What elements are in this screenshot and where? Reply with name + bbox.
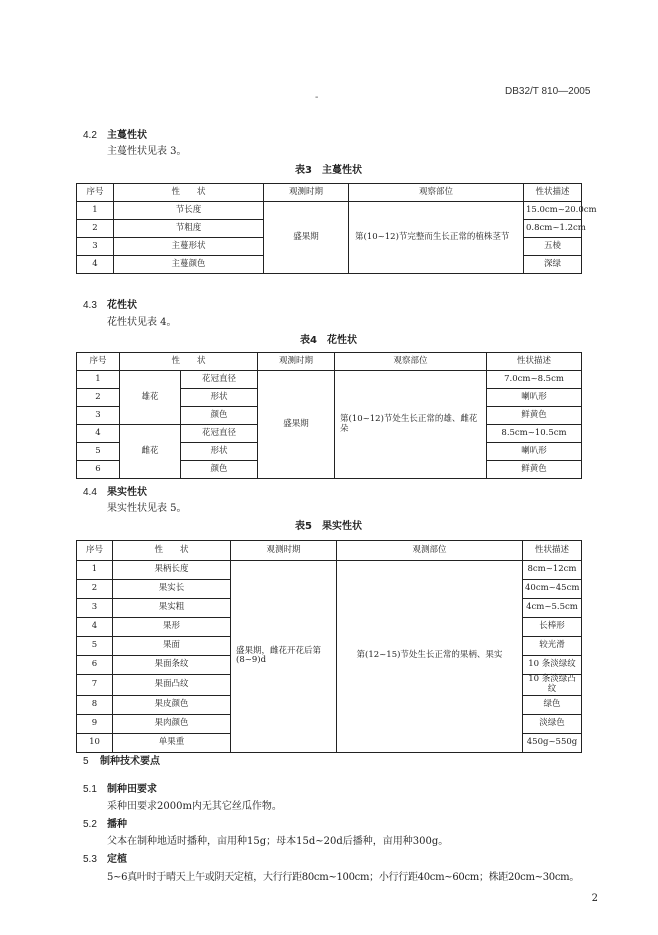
cell-no: 4 — [77, 425, 120, 443]
col-header-location: 观测部位 — [337, 541, 523, 561]
cell-desc: 7.0cm~8.5cm — [487, 371, 582, 389]
cell-trait: 果形 — [113, 618, 231, 637]
cell-no: 4 — [77, 256, 114, 274]
cell-no: 5 — [77, 443, 120, 461]
col-header-period: 观测时期 — [258, 353, 335, 371]
cell-desc: 450g~550g — [523, 733, 582, 752]
section-5-heading — [83, 752, 160, 767]
cell-desc: 40cm~45cm — [523, 580, 582, 599]
cell-desc: 4cm~5.5cm — [523, 599, 582, 618]
cell-desc: 鲜黄色 — [487, 407, 582, 425]
col-header-no: 序号 — [77, 353, 120, 371]
cell-trait: 形状 — [181, 389, 258, 407]
cell-desc: 15.0cm~20.0cm — [524, 202, 582, 220]
cell-no: 1 — [77, 371, 120, 389]
table-4 — [76, 352, 582, 479]
table-5-caption: 表5 果实性状 — [295, 521, 362, 532]
section-number: 5.3 — [83, 854, 97, 865]
col-header-desc: 性状描述 — [524, 184, 582, 202]
section-5-3-heading — [83, 850, 127, 865]
section-4-2-heading — [83, 126, 147, 141]
cell-desc: 喇叭形 — [487, 389, 582, 407]
section-title: 花性状 — [107, 300, 137, 311]
section-5-2-body: 父本在制种地适时播种，亩用种15g；母本15d~20d后播种，亩用种300g。 — [107, 836, 449, 847]
cell-trait: 颜色 — [181, 461, 258, 479]
cell-no: 1 — [77, 202, 114, 220]
section-title: 定植 — [107, 854, 127, 865]
table-3-caption: 表3 主蔓性状 — [295, 165, 362, 176]
cell-no: 2 — [77, 389, 120, 407]
cell-no: 7 — [77, 675, 113, 696]
section-number: 5 — [83, 756, 89, 767]
section-4-3-heading — [83, 296, 137, 311]
table-row — [77, 202, 582, 220]
section-title: 播种 — [107, 819, 127, 830]
cell-no: 4 — [77, 618, 113, 637]
cell-desc: 五棱 — [524, 238, 582, 256]
section-title: 果实性状 — [107, 487, 147, 498]
cell-no: 1 — [77, 561, 113, 580]
cell-location: 第(10~12)节完整而生长正常的植株茎节 — [349, 202, 524, 274]
cell-trait: 果面凸纹 — [113, 675, 231, 696]
table-5 — [76, 540, 582, 753]
section-number: 4.4 — [83, 487, 97, 498]
cell-trait: 节长度 — [114, 202, 264, 220]
section-title: 主蔓性状 — [107, 130, 147, 141]
cell-no: 9 — [77, 714, 113, 733]
cell-desc: 长棒形 — [523, 618, 582, 637]
section-4-4-body: 果实性状见表 5。 — [107, 503, 187, 514]
col-header-desc: 性状描述 — [487, 353, 582, 371]
col-header-location: 观察部位 — [335, 353, 487, 371]
cell-group-male: 雄花 — [120, 371, 181, 425]
table-3 — [76, 183, 597, 274]
col-header-trait: 性 状 — [114, 184, 264, 202]
section-5-1-heading — [83, 780, 157, 795]
table-row — [77, 371, 582, 389]
cell-trait: 果皮颜色 — [113, 695, 231, 714]
cell-desc: 0.8cm~1.2cm — [524, 220, 582, 238]
cell-desc: 深绿 — [524, 256, 582, 274]
section-5-2-heading — [83, 815, 127, 830]
col-header-location: 观察部位 — [349, 184, 524, 202]
cell-trait: 节粗度 — [114, 220, 264, 238]
standard-code: DB32/T 810—2005 — [505, 86, 591, 97]
cell-trait: 果面条纹 — [113, 656, 231, 675]
cell-desc: 鲜黄色 — [487, 461, 582, 479]
section-number: 4.2 — [83, 130, 97, 141]
section-number: 5.1 — [83, 784, 97, 795]
cell-trait: 形状 — [181, 443, 258, 461]
cell-trait: 主蔓形状 — [114, 238, 264, 256]
cell-no: 2 — [77, 220, 114, 238]
cell-trait: 颜色 — [181, 407, 258, 425]
cell-no: 6 — [77, 461, 120, 479]
cell-trait: 花冠直径 — [181, 371, 258, 389]
cell-trait: 主蔓颜色 — [114, 256, 264, 274]
cell-desc: 8cm~12cm — [523, 561, 582, 580]
page-number: 2 — [591, 893, 598, 904]
col-header-trait: 性 状 — [113, 541, 231, 561]
section-title: 制种田要求 — [107, 784, 157, 795]
section-4-2-body: 主蔓性状见表 3。 — [107, 146, 187, 157]
cell-desc: 淡绿色 — [523, 714, 582, 733]
cell-no: 2 — [77, 580, 113, 599]
col-header-period: 观测时期 — [231, 541, 337, 561]
cell-no: 8 — [77, 695, 113, 714]
col-header-trait: 性 状 — [120, 353, 258, 371]
cell-no: 6 — [77, 656, 113, 675]
cell-no: 3 — [77, 238, 114, 256]
cell-desc: 10 条淡绿凸纹 — [523, 675, 582, 696]
section-number: 5.2 — [83, 819, 97, 830]
cell-trait: 花冠直径 — [181, 425, 258, 443]
table-row — [77, 561, 582, 580]
cell-location: 第(12~15)节处生长正常的果柄、果实 — [337, 561, 523, 753]
cell-desc: 绿色 — [523, 695, 582, 714]
header-dot: - — [315, 92, 319, 103]
cell-location: 第(10~12)节处生长正常的雄、雌花朵 — [335, 371, 487, 479]
cell-trait: 果实长 — [113, 580, 231, 599]
cell-trait: 果肉颜色 — [113, 714, 231, 733]
cell-desc: 喇叭形 — [487, 443, 582, 461]
cell-trait: 果面 — [113, 637, 231, 656]
cell-period: 盛果期，雌花开花后第(8~9)d — [231, 561, 337, 753]
cell-no: 3 — [77, 407, 120, 425]
col-header-no: 序号 — [77, 541, 113, 561]
cell-no: 3 — [77, 599, 113, 618]
cell-desc: 8.5cm~10.5cm — [487, 425, 582, 443]
col-header-period: 观测时期 — [264, 184, 349, 202]
cell-period: 盛果期 — [258, 371, 335, 479]
cell-trait: 果实粗 — [113, 599, 231, 618]
section-5-1-body: 采种田要求2000m内无其它丝瓜作物。 — [107, 801, 282, 812]
section-4-4-heading — [83, 483, 147, 498]
section-4-3-body: 花性状见表 4。 — [107, 317, 177, 328]
col-header-desc: 性状描述 — [523, 541, 582, 561]
section-title: 制种技术要点 — [100, 756, 160, 767]
cell-no: 10 — [77, 733, 113, 752]
section-5-3-body: 5~6真叶时于晴天上午或阴天定植，大行行距80cm~100cm；小行行距40cm~60cm；株距20cm~30cm。 — [107, 872, 580, 883]
section-number: 4.3 — [83, 300, 97, 311]
cell-period: 盛果期 — [264, 202, 349, 274]
cell-no: 5 — [77, 637, 113, 656]
col-header-no: 序号 — [77, 184, 114, 202]
cell-trait: 单果重 — [113, 733, 231, 752]
cell-trait: 果柄长度 — [113, 561, 231, 580]
cell-desc: 较光滑 — [523, 637, 582, 656]
cell-group-female: 雌花 — [120, 425, 181, 479]
table-4-caption: 表4 花性状 — [300, 335, 357, 346]
cell-desc: 10 条淡绿纹 — [523, 656, 582, 675]
